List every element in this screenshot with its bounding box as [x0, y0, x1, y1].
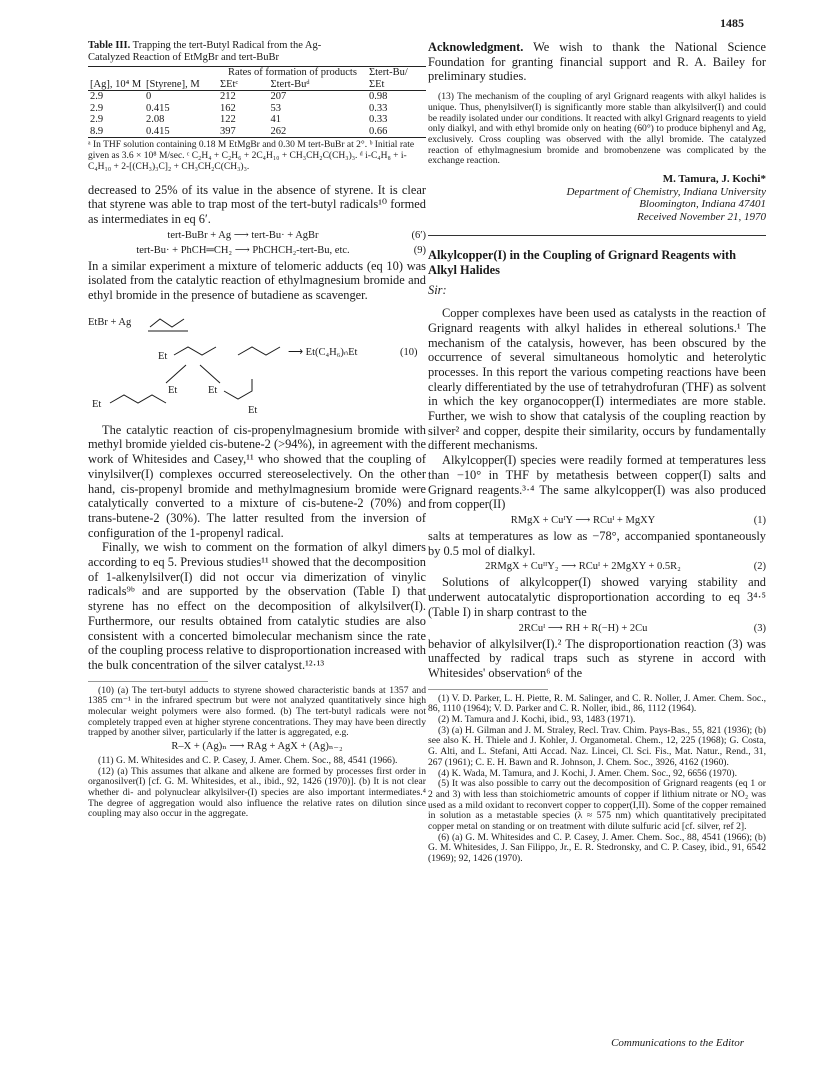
scheme-product: ⟶ Et(C₄H₆)ₙEt	[288, 346, 358, 358]
butadiene-structure	[150, 319, 184, 327]
table-cell: 0	[146, 91, 152, 102]
authors: M. Tamura, J. Kochi*	[662, 173, 766, 186]
footnote: (3) (a) H. Gilman and J. M. Straley, Recl. Trav. Chim. Pays-Bas., 55, 821 (1936); (b) see also K. H. Thiele and J. Kohler, J. Organometal. Chem., 12, 225 (1968); G. Costa, G. Alti, and L. Stefani, Atti Accad. Naz. Lincei, Cl. Sci. Fis., Mat. Natur., Rend., 31, 267 (1961); C. E. H. Bawn and R. Johnson, J. Chem. Soc., 3926, 4162 (1960).	[428, 724, 766, 768]
equation-1	[428, 514, 766, 527]
page-number: 1485	[720, 16, 744, 30]
received-date: Received November 21, 1970	[637, 210, 766, 223]
col-ag-header: [Ag], 10⁴ M	[90, 78, 142, 90]
branched-structure	[224, 379, 252, 399]
footnote: (12) (a) This assumes that alkane and alkene are formed by processes first order in organosilver(I) [cf. G. M. Whitesides, et al., ibid., 92, 1426 (1970)]. (b) It is not clear whether di- and polynuclear alkylsilver-(I) species are also important intermediates.⁴ The degree of aggregation would also influence the relative rates on dilution since coupling may also occur in the aggregate.	[88, 765, 426, 820]
table-cell: 397	[220, 125, 236, 137]
table-row	[88, 114, 426, 126]
table-cell: 0.415	[146, 125, 170, 137]
branch-arrow	[166, 365, 186, 383]
table-cell: 0.415	[146, 102, 170, 114]
table-cell: 0.98	[369, 91, 388, 102]
et-label: Et	[208, 384, 218, 396]
scheme-reactants: EtBr + Ag	[88, 316, 132, 328]
acknowledgment-text: We wish to thank the National Science Foundation for granting financial support and R. A. Bailey for preliminary studies.	[428, 40, 766, 84]
equation-2	[428, 560, 766, 573]
et-label: Et	[92, 398, 102, 410]
table-cell: 162	[220, 102, 236, 114]
footnote-divider	[428, 689, 548, 690]
paragraph: Alkylcopper(I) species were readily formed at temperatures less than −10° in THF by metathesis between copper(I) salts and Grignard reagents.³·⁴ The same alkylcopper(I) was also produced from copper(II)	[428, 453, 766, 512]
table-cell: 122	[220, 114, 236, 125]
paragraph: Finally, we wish to comment on the formation of alkyl dimers according to eq 5. Previous studies¹¹ showed that the decomposition of 1-alkenylsilver(I) did not occur via dimerization of vinylic radicals⁹ᵇ and are supported by the observation (Table I) that styrene has no effect on the decomposition of alkylsilver(I). Furthermore, our results obtained from catalytic studies are also consistent with a concerted bimolecular mechanism since the rate of the coupling process relative to disproportionation increased with the bulk concentration of the silver catalyst.¹²·¹³	[88, 540, 426, 672]
telomer-structure	[174, 347, 216, 355]
table-cell: 2.08	[146, 114, 165, 125]
col-ratio-header: Σtert-Bu/ ΣEt	[369, 67, 408, 90]
acknowledgment	[428, 40, 766, 84]
article-divider	[428, 235, 766, 236]
et-label: Et	[168, 384, 178, 396]
footnote: (4) K. Wada, M. Tamura, and J. Kochi, J. Amer. Chem. Soc., 92, 6656 (1970).	[438, 767, 738, 779]
table-cell: 207	[270, 91, 287, 102]
equation-number: (6′)	[411, 229, 426, 241]
paragraph: salts at temperatures as low as −78°, accompanied spontaneously by 0.5 mol of dialkyl.	[428, 528, 766, 558]
equation-number: (9)	[413, 244, 426, 256]
signature-block	[428, 173, 766, 223]
table-cell: 0.66	[369, 125, 388, 137]
branch-arrow	[200, 365, 220, 383]
table-cell: 0.33	[369, 114, 388, 125]
reaction-scheme	[88, 307, 426, 419]
paragraph: Solutions of alkylcopper(I) showed varying stability and underwent autocatalytic disproportionation according to eq 3⁴·⁵ (Table I) in sharp contrast to the	[428, 575, 766, 619]
table-row	[88, 103, 426, 115]
table-cell: 2.9	[90, 114, 104, 125]
paragraph: Copper complexes have been used as catalysts in the reaction of Grignard reagents with alkyl halides in ethereal solutions.¹ The mechanism of the catalysis, however, has been obscured by the occurrence of several simultaneous homolytic and heterolytic processes. In this report the various competing reactions have been clearly differentiated by the use of tetrahydrofuran (THF) as solvent in which the key organocopper(I) intermediates are more stable. Further, we wish to show that catalysis of the coupling reaction by silver² and copper, despite their similarity, occurs by fundamentally different mechanisms.	[428, 306, 766, 453]
equation-9	[88, 244, 426, 257]
col-et-header: ΣEtᶜ	[220, 78, 239, 90]
article-title: Alkylcopper(I) in the Coupling of Grignard Reagents with Alkyl Halides	[428, 248, 737, 277]
table-row	[88, 126, 426, 138]
col-bu-header: Σtert-Buᵈ	[270, 78, 310, 90]
right-column	[428, 40, 766, 865]
equation-number: (2)	[753, 561, 766, 573]
et-label: Et	[158, 350, 168, 362]
equation-text: tert-Bu· + PhCH═CH₂ ⟶ PhCHCH₂-tert-Bu, etc.	[136, 244, 350, 256]
table-cell: 2.9	[90, 102, 104, 114]
et-label: Et	[248, 404, 258, 416]
telomer-structure	[238, 347, 280, 355]
table-footnote: ᵃ In THF solution containing 0.18 M EtMgBr and 0.30 M tert-BuBr at 2°. ᵇ Initial rate given as 3.6 × 10⁸ M/sec. ᶜ C₂H₄ + C₂H₆ + 2C₄H₁₀ + CH₃CH₂C(CH₃)₃. ᵈ i-C₄H₈ + i-C₄H₁₀ + 2-[(CH₃)₃C]₂ + CH₃CH₂C(CH₃)₃.	[88, 140, 415, 172]
footnote-equation: R–X + (Ag)ₙ ⟶ RAg + AgX + (Ag)ₙ₋₂	[171, 741, 343, 753]
data-table	[88, 66, 426, 138]
table-row	[88, 91, 426, 103]
scheme-number: (10)	[400, 346, 418, 358]
table-caption-text: Trapping the tert-Butyl Radical from the Ag-Catalyzed Reaction of EtMgBr and tert-BuBr	[88, 40, 322, 63]
department: Department of Chemistry, Indiana University	[566, 185, 766, 198]
footnote-divider	[88, 681, 208, 682]
running-footer: Communications to the Editor	[611, 1037, 744, 1049]
paragraph: In a similar experiment a mixture of telomeric adducts (eq 10) was isolated from the catalytic reaction of ethylmagnesium bromide and ethyl bromide in the presence of butadiene as scavenger.	[88, 258, 426, 303]
city: Bloomington, Indiana 47401	[639, 198, 766, 211]
footnote: (6) (a) G. M. Whitesides and C. P. Casey, J. Amer. Chem. Soc., 88, 4541 (1966); (b) G. M. Whitesides, J. San Filippo, Jr., E. R. Stedronsky, and C. P. Casey, ibid., 91, 6542 (1969); 92, 1426 (1970).	[428, 831, 766, 865]
equation-text: 2RCuᴵ ⟶ RH + R(−H) + 2Cu	[518, 622, 648, 634]
footnote: (2) M. Tamura and J. Kochi, ibid., 93, 1483 (1971).	[438, 714, 636, 726]
equation-3	[428, 622, 766, 635]
col-styrene-header: [Styrene], M	[146, 78, 200, 90]
paragraph: decreased to 25% of its value in the absence of styrene. It is clear that styrene was able to trap most of the tert-butyl radicals¹⁰ formed as intermediates in eq 6′.	[88, 182, 426, 226]
acknowledgment-heading: Acknowledgment.	[428, 40, 524, 54]
footnote: (13) The mechanism of the coupling of aryl Grignard reagents with alkyl halides is unique. Thus, phenylsilver(I) is significantly more stable than alkylsilver(I) and could be readily isolated under our conditions. It reacted with alkyl Grignard reagents to yield only dialkyl, and with ethyl bromide only on heating (60°) to produce biphenyl and Ag, exclusively. Cross coupling was observed with the allyl bromide. The catalyzed reaction of ethylmagnesium bromide and bromobenzene was complicated by the exchange reaction.	[428, 91, 766, 167]
equation-text: tert-BuBr + Ag ⟶ tert-Bu· + AgBr	[167, 229, 319, 241]
paragraph: behavior of alkylsilver(I).² The disproportionation reaction (3) was unaffected by radical traps such as styrene in accord with Whitesides' observation⁶ of the	[428, 636, 766, 680]
paragraph: The catalytic reaction of cis-propenylmagnesium bromide with methyl bromide yielded cis-butene-2 (>94%), in agreement with the work of Whitesides and Casey,¹¹ who showed that the coupling of vinylsilver(I) complexes occurred stereoselectively. On the other hand, cis-propenyl bromide and methylmagnesium bromide were catalytically converted to a mixture of cis-butene-2 (70%) and trans-butene-2 (30%). The latter resulted from the inversion of configuration of the 1-propenyl radical.	[88, 422, 426, 540]
left-column	[88, 40, 426, 820]
table-caption-label: Table III.	[88, 40, 131, 51]
equation-number: (3)	[753, 622, 766, 634]
dimer-structure	[110, 395, 166, 403]
table-cell: 53	[270, 102, 282, 114]
equation-text: 2RMgX + CuᴵᴵY₂ ⟶ RCuᴵ + 2MgXY + 0.5R₂	[485, 561, 681, 573]
footnote: (11) G. M. Whitesides and C. P. Casey, J. Amer. Chem. Soc., 88, 4541 (1966).	[98, 754, 398, 766]
footnote: (5) It was also possible to carry out the decomposition of Grignard reagents (eq 1 or 2 and 3) with less than stoichiometric amounts of copper if lithium nitrate or NO₂ was used as a mild oxidant to reconvert copper to copper(I,II). Some of the copper remained in solution as a metastable species (λ ≈ 575 nm) which quantitatively precipitated copper metal on standing or on treatment with dilute sulfuric acid [cf. silver, ref 2].	[428, 778, 766, 833]
table-cell: 2.9	[90, 91, 104, 102]
table-cell: 262	[270, 125, 287, 137]
col-span-header: Rates of formation of products	[228, 67, 357, 78]
table-cell: 41	[270, 114, 282, 125]
table-cell: 212	[220, 91, 236, 102]
table-caption	[88, 40, 338, 64]
equation-6-prime	[88, 229, 426, 242]
equation-number: (1)	[753, 514, 766, 526]
footnote: (10) (a) The tert-butyl adducts to styrene showed characteristic bands at 1357 and 1385 cm⁻¹ in the infrared spectrum but were not analyzed quantitatively since high molecular weight polymers were also formed. (b) The tert-butyl radicals were not completely trapped even at higher styrene concentrations. They may have been directly trapped by another silver, particularly if the latter is aggregated, e.g.	[88, 684, 426, 739]
table-cell: 0.33	[369, 102, 388, 114]
footnote: (1) V. D. Parker, L. H. Piette, R. M. Salinger, and C. R. Noller, J. Amer. Chem. Soc., 86, 1110 (1964); V. D. Parker and C. R. Noller, ibid., 86, 1112 (1964).	[428, 692, 766, 715]
salutation: Sir:	[428, 283, 447, 298]
equation-text: RMgX + CuᴵY ⟶ RCuᴵ + MgXY	[510, 514, 656, 526]
table-cell: 8.9	[90, 125, 104, 137]
